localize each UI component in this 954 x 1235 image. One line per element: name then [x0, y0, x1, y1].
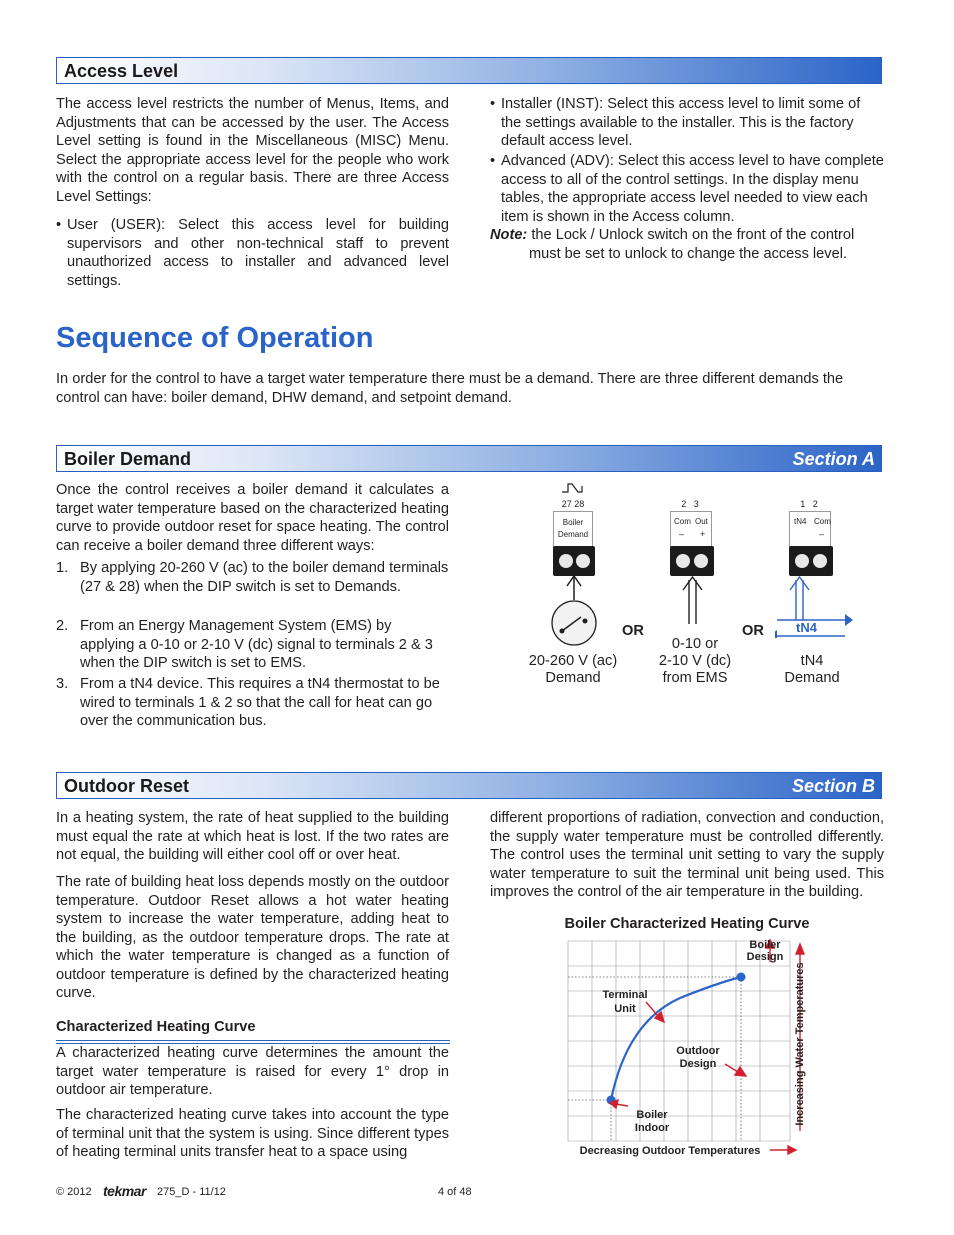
screw-icon — [676, 554, 690, 568]
label-outdoor-1: Outdoor — [676, 1045, 720, 1057]
screw-icon — [559, 554, 573, 568]
terminal-numbers: 2 3 — [681, 499, 699, 509]
label-outdoor-2: Design — [679, 1058, 717, 1070]
chart-ylabel: Increasing Water Temperatures — [794, 962, 806, 1126]
label-indoor-2: Indoor — [634, 1122, 670, 1134]
heating-curve-chart — [560, 936, 810, 1160]
boiler-demand-header — [56, 445, 882, 472]
terminal-caption: 20-260 V (ac) Demand — [528, 653, 618, 686]
screw-icon — [813, 554, 827, 568]
boiler-demand-intro: Once the control receives a boiler demand it calculates a target water temperature based on the characterized heating curve to provide outdoor reset for space heating. The control can receive a boiler demand three different ways: — [56, 482, 449, 554]
terminal-block — [670, 546, 714, 576]
label-terminal-2: Unit — [614, 1003, 636, 1015]
footer-copyright: © 2012 — [56, 1186, 92, 1198]
switch-circle-icon — [545, 576, 603, 646]
chart-xlabel: Decreasing Outdoor Temperatures — [579, 1145, 761, 1157]
section-title: Outdoor Reset — [64, 776, 190, 796]
double-arrow-icon — [678, 576, 708, 626]
chart-title: Boiler Characterized Heating Curve — [564, 916, 810, 932]
terminal-block — [789, 546, 833, 576]
terminal-block — [553, 546, 595, 576]
terminal-caption: 0-10 or 2-10 V (dc) from EMS — [658, 636, 732, 686]
terminal-numbers: 1 2 — [800, 499, 818, 509]
outdoor-reset-header — [56, 772, 882, 799]
terminal-block-label: Boiler Demand — [553, 511, 593, 547]
page-title: Sequence of Operation — [56, 322, 374, 354]
screw-icon — [795, 554, 809, 568]
access-level-intro: The access level restricts the number of Menus, Items, and Adjustments that can be accessed by the user. The Access Level setting is found in the Miscellaneous (MISC) Menu. Select the appropriate access level for the people who work with the control on a regular basis. There are three Access Level Settings: — [56, 96, 449, 205]
note-label: Note: — [490, 227, 528, 243]
label-indoor-1: Boiler — [636, 1109, 668, 1121]
terminal-block-label: Com Out – + — [670, 511, 712, 547]
sub-heading: Characterized Heating Curve — [56, 1019, 256, 1035]
boiler-design-point — [737, 973, 746, 982]
screw-icon — [694, 554, 708, 568]
tekmar-logo: tekmar — [103, 1183, 146, 1199]
section-label: Section B — [791, 776, 875, 796]
or-label: OR — [622, 623, 644, 639]
outdoor-reset-p3: A characterized heating curve determines the amount the target water temperature is raised for every 1° drop in outdoor air temperature. — [56, 1045, 449, 1098]
section-title: Boiler Demand — [64, 449, 192, 469]
outdoor-reset-p1: In a heating system, the rate of heat supplied to the building must equal the rate at which heat is lost. If the two rates are not equal, the building will either cool off or over heat. — [56, 810, 449, 863]
terminal-numbers: 27 28 — [561, 499, 585, 509]
or-label: OR — [742, 623, 764, 639]
chart-grid — [568, 941, 790, 1141]
screw-icon — [576, 554, 590, 568]
terminal-caption: tN4 Demand — [784, 653, 840, 686]
section-label: Section A — [792, 449, 875, 469]
outdoor-reset-p2: The rate of building heat loss depends mostly on the outdoor temperature. Outdoor Reset allows a hot water heating system to increase the water temperature, adding heat to the building, as the outdoor temperature drops. The rate at which the water temperature is changed as a function of outdoor temperature is defined by the characterized heating curve. — [56, 874, 449, 1001]
note-text: the Lock / Unlock switch on the front of the control must be set to unlock to change the access level. — [529, 227, 855, 262]
access-level-header — [56, 57, 882, 84]
label-boiler-design-2: Design — [746, 951, 784, 963]
tn4-badge: tN4 — [796, 620, 817, 635]
access-note — [490, 226, 884, 263]
switch-symbol-icon — [560, 480, 590, 498]
page-number: 4 of 48 — [438, 1186, 472, 1198]
label-boiler-design-1: Boiler — [749, 939, 781, 951]
sequence-intro: In order for the control to have a target water temperature there must be a demand. There are three different demands the control can have: boiler demand, DHW demand, and setpoint demand. — [56, 371, 844, 406]
outdoor-reset-p4: The characterized heating curve takes into account the type of terminal unit that the system is using. Since different types of heating terminal units transfer heat to a space using — [56, 1107, 449, 1160]
footer-doc: 275_D - 11/12 — [157, 1186, 226, 1198]
label-terminal-1: Terminal — [602, 989, 648, 1001]
terminal-block-label: tN4 Com – — [789, 511, 831, 547]
section-title: Access Level — [64, 61, 179, 81]
outdoor-reset-p5: different proportions of radiation, convection and conduction, the supply water temperature must be controlled differently. The control uses the terminal unit setting to vary the supply water temperature to suit the terminal unit being used. This improves the control of the air temperature in the building. — [490, 810, 884, 900]
